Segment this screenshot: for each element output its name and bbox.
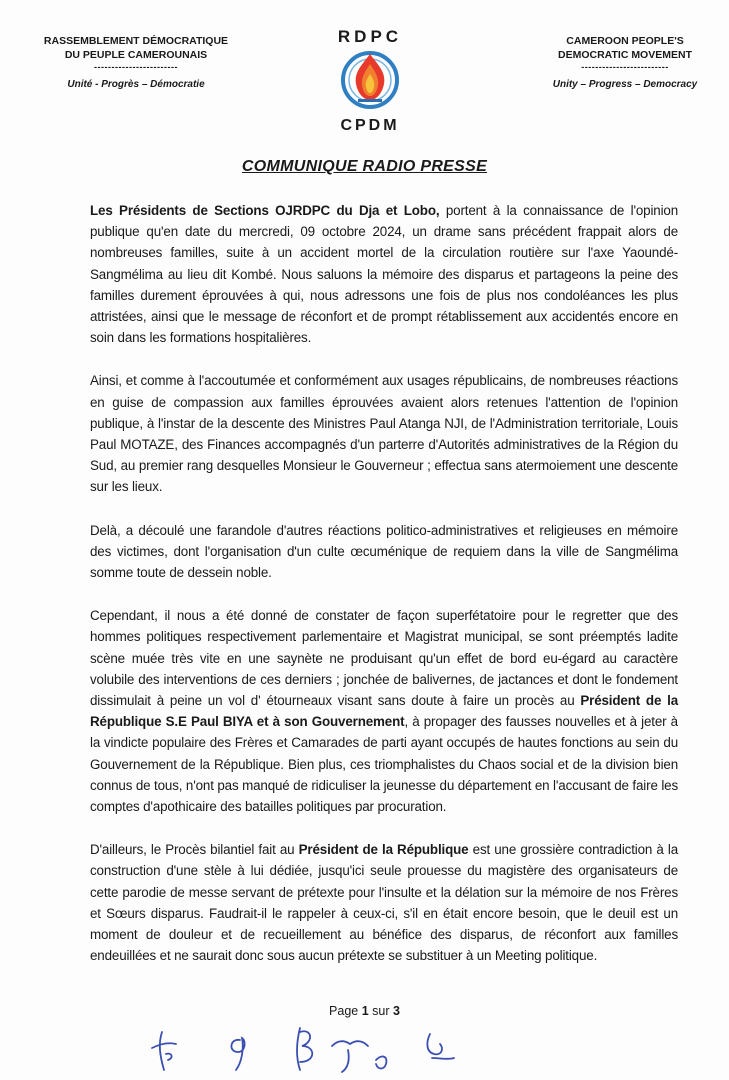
logo-top-text: RDPC [337,27,403,46]
paragraph-1 [90,200,678,348]
header-right-separator: ------------------------- [581,62,669,72]
header-left-line1: RASSEMBLEMENT DÉMOCRATIQUE [43,35,229,47]
party-logo [320,20,420,138]
paragraph-4-text-before: Cependant, il nous a été donné de constater de façon superfétatoire pour le regretter que des hommes politiques respectivement parlementaire et Magistrat municipal, se sont préemptés ladite scène muée très vite en une saynète ne produisant qu'un effet de bord eu-égard au caractère volubile des interventions de ces derniers ; jonchée de balivernes, de jactances et dont le fondement dissimulait à peine un vol d' étourneaux visant sans doute à faire un procès au [90,608,678,709]
initial-mark-1 [160,1032,164,1070]
paragraph-3: Delà, a découlé une farandole d'autres réactions politico-administratives et religieuses en mémoire des victimes, dont l'organisation d'un culte œcuménique de requiem dans la ville de Sangmélima somme toute de dessein noble. [90,522,678,581]
document-body [90,200,678,989]
handwritten-initials [150,1018,480,1076]
initial-mark-6 [427,1034,454,1059]
page-total: 3 [392,1004,400,1018]
paragraph-2: Ainsi, et comme à l'accoutumée et conformément aux usages républicains, de nombreuses réactions en guise de compassion aux familles éprouvées avaient alors retenues l'attention de l'opinion publique, à l'instar de la descente des Ministres Paul Atanga NJI, de l'Administration territoriale, Louis Paul MOTAZE, des Finances accompagnés d'un parterre d'Autorités administratives de la Région du Sud, au premier rang desquelles Monsieur le Gouverneur ; effectua sans atermoiement une descente sur les lieux. [90,373,678,495]
paragraph-1-lead: Les Présidents de Sections OJRDPC du Dja et Lobo, [90,203,440,218]
header-right-motto: Unity – Progress – Democracy [552,79,698,90]
document-title: COMMUNIQUE RADIO PRESSE [241,158,488,175]
paragraph-4 [90,605,678,817]
logo-bottom-text: CPDM [340,117,400,134]
paragraph-5 [90,839,678,966]
initial-mark-4 [332,1041,368,1046]
paragraph-5-text-before: D'ailleurs, le Procès bilantiel fait au [90,842,299,858]
paragraph-5-bold: Président de la République [298,842,469,858]
initial-mark-3 [297,1028,312,1070]
header-right-line2: DEMOCRATIC MOVEMENT [558,49,692,61]
paragraph-1-text: portent à la connaissance de l'opinion publique qu'en date du mercredi, 09 octobre 2024, un drame sans précédent frappait alors de nombreuses familles, suite à un accident mortel de la circulation routière sur l'axe Yaoundé-Sangmélima au lieu dit Kombé. Nous saluons la mémoire des disparus et partageons la peine des familles durement éprouvées à qui, nous adressons une fois de plus nos condoléances les plus attristées, ainsi que le message de réconfort et de prompt rétablissement aux accidentés encore en soin dans les formations hospitalières. [90,203,679,346]
header-left-separator: ------------------------ [94,62,178,72]
paragraph-4-text-after: , à propager des fausses nouvelles et à jeter à la vindicte populaire des Frères et Camarades de parti ayant occupés de hautes fonctions au sein du Gouvernement de la République. Bien plus, ces triomphalistes du Chaos social et de la division bien connus de tous, n'ont pas manqué de ridiculiser la jeunesse du département en l'accusant de faire les comptes d'apothicaire des batailles politiques par procuration. [90,714,678,815]
initial-mark-2 [231,1038,244,1070]
paragraph-4-bold: Président de la République S.E Paul BIYA et à son Gouvernement [90,693,678,730]
paragraph-5-text-after: est une grossière contradiction à la construction d'une stèle à lui dédiée, jusqu'ici seule prouesse du magistère des organisateurs de cette parodie de messe servant de prétexte pour l'insulte et la délation sur la mémoire de nos Frères et Sœurs disparus. Faudrait-il le rappeler à ceux-ci, s'il en était encore besoin, que le deuil est un moment de douleur et de recueillement au bénéfice des disparus, de réconfort aux familles endeuillées et ne saurait donc sous aucun prétexte se substituer à un Meeting politique. [90,842,678,964]
header-left-line2: DU PEUPLE CAMEROUNAIS [64,49,208,61]
page-current: 1 [361,1004,369,1018]
header-left-motto: Unité - Progrès – Démocratie [67,79,205,90]
header-left-block [36,34,236,92]
header-right-line1: CAMEROON PEOPLE'S [566,35,684,47]
initial-mark-5 [376,1057,386,1069]
page-number: Page 1 sur 3 [329,1004,400,1018]
header-right-block [525,34,725,92]
